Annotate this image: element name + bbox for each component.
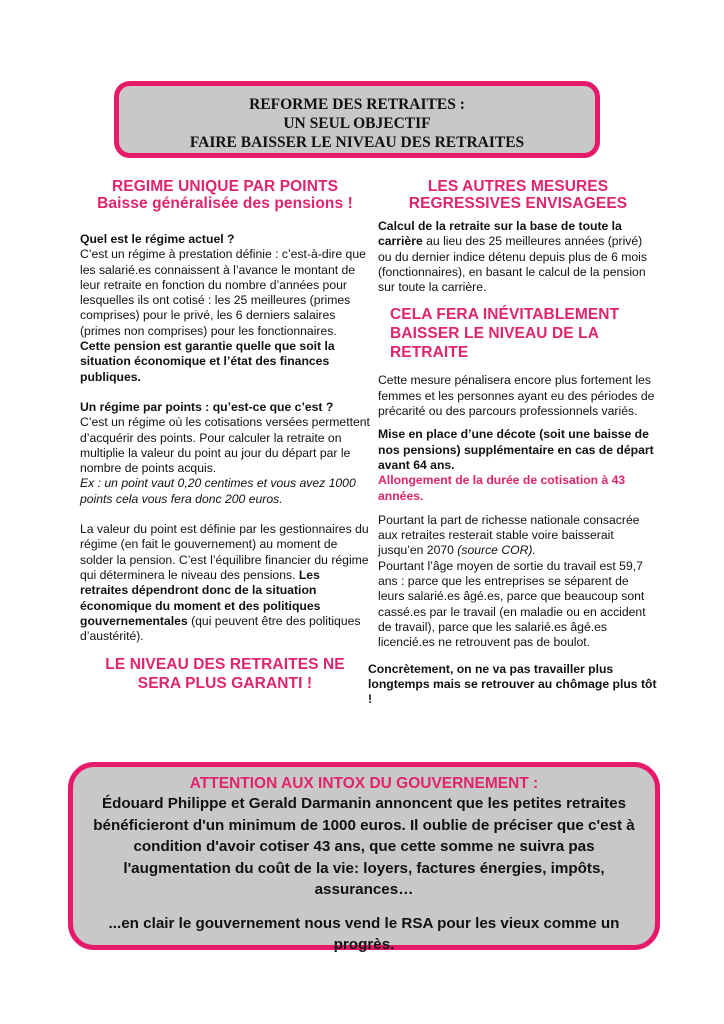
p3-end: (qui peuvent être des politiques d’austérité). (80, 613, 361, 644)
left-conclusion (80, 655, 370, 693)
left-body (80, 232, 370, 644)
left-column (80, 178, 370, 693)
right-heading2-line-1: CELA FERA INÉVITABLEMENT (390, 306, 620, 324)
left-heading-line-2: Baisse généralisée des pensions ! (97, 195, 353, 212)
attention-text-1: Édouard Philippe et Gerald Darmanin annoncent que les petites retraites bénéficieront d'un minimum de 1000 euros. Il oublie de préciser que c'est à condition d'avoir cotiser 43 ans, que cette somme ne suivra pas l'augmentation du coût de la vie: loyers, factures énergies, impôts, assurances… (93, 795, 635, 898)
right-heading2-line-3: RETRAITE (390, 344, 469, 362)
r-p4-source: (source COR). (457, 543, 536, 558)
r-p3-pink: Allongement de la durée de cotisation à 43 années. (378, 473, 626, 503)
q2-title: Un régime par points : qu’est-ce que c’est ? (80, 399, 334, 414)
right-heading-line-2: REGRESSIVES ENVISAGEES (408, 195, 628, 212)
right-body-2 (378, 373, 658, 650)
r-p1-bold: Calcul de la retraite sur la base de toute la carrière (378, 219, 622, 249)
p3-text: La valeur du point est définie par les gestionnaires du régime (en fait le gouvernement) au moment de solder la pension. C’est l’équilibre financier du régime qui déterminera le niveau des pensions. (80, 522, 369, 582)
p3-bold: Les retraites dépendront donc de la situation économique du moment et des politiques gouvernementales (80, 567, 321, 628)
q2-example: Ex : un point vaut 0,20 centimes et vous avez 1000 points cela vous fera donc 200 euros. (80, 476, 356, 506)
right-column (368, 178, 658, 707)
header-line-1: REFORME DES RETRAITES : (249, 96, 465, 113)
right-heading-2 (378, 305, 658, 362)
header-box (114, 81, 600, 158)
right-body-3 (368, 662, 658, 708)
q2-text: C’est un régime où les cotisations versées permettent d’acquérir des points. Pour calculer la retraite on multiplie la valeur du point au jour du départ par le nombre de points acquis. (80, 415, 370, 476)
r-p1-text: au lieu des 25 meilleures années (privé) ou du dernier indice détenu depuis plus de 6 mois (fonctionnaires), en basant le calcul de la pension sur toute la carrière. (378, 234, 647, 295)
left-conclusion-line-1: LE NIVEAU DES RETRAITES NE (105, 656, 345, 674)
header-line-2: UN SEUL OBJECTIF (283, 115, 431, 132)
r-p3-bold: Mise en place d’une décote (soit une baisse de nos pensions) supplémentaire en cas de départ avant 64 ans. (378, 427, 654, 472)
r-p2-text: Cette mesure pénalisera encore plus fortement les femmes et les personnes ayant eu des périodes de précarité ou des parcours professionnels variés. (378, 373, 655, 419)
r-p4-text-1: Pourtant la part de richesse nationale consacrée aux retraites resterait stable voire baisserait jusqu’en 2070 (378, 512, 640, 558)
right-heading-line-1: LES AUTRES MESURES (427, 178, 609, 195)
q1-text: C’est un régime à prestation définie : c’est-à-dire que les salarié.es connaissent à l’avance le montant de leur retraite en fonction du nombre d’années pour lesquelles ils ont cotisé : les 25 meilleures (primes comprises) pour le privé, les 6 derniers salaires (primes non comprises) pour les fonctionnaires. (80, 247, 366, 338)
bottom-box (68, 762, 660, 953)
header-line-3: FAIRE BAISSER LE NIVEAU DES RETRAITES (189, 134, 525, 151)
r-p5-bold: Concrètement, on ne va pas travailler plus longtemps mais se retrouver au chômage plus tôt ! (368, 661, 657, 707)
right-heading (378, 178, 658, 212)
attention-title: ATTENTION AUX INTOX DU GOUVERNEMENT : (189, 775, 539, 792)
attention-text-2: ...en clair le gouvernement nous vend le RSA pour les vieux comme un progrès. (108, 914, 620, 953)
left-heading-line-1: REGIME UNIQUE PAR POINTS (111, 178, 339, 195)
right-heading2-line-2: BAISSER LE NIVEAU DE LA (390, 325, 599, 343)
q1-bold: Cette pension est garantie quelle que soit la situation économique et l’état des finances publiques. (80, 339, 335, 384)
left-heading (80, 178, 370, 212)
left-conclusion-line-2: SERA PLUS GARANTI ! (137, 675, 313, 693)
q1-title: Quel est le régime actuel ? (80, 232, 235, 246)
r-p4-text-2: Pourtant l’âge moyen de sortie du travail est 59,7 ans : parce que les entreprises se séparent de leurs salarié.es âgé.es, parce que beaucoup sont cassé.es par le travail (en maladie ou en accident de travail), parce que les salarié.es âgé.es licencié.es ne retrouvent pas de boulot. (378, 558, 646, 650)
right-body-1 (378, 219, 658, 295)
